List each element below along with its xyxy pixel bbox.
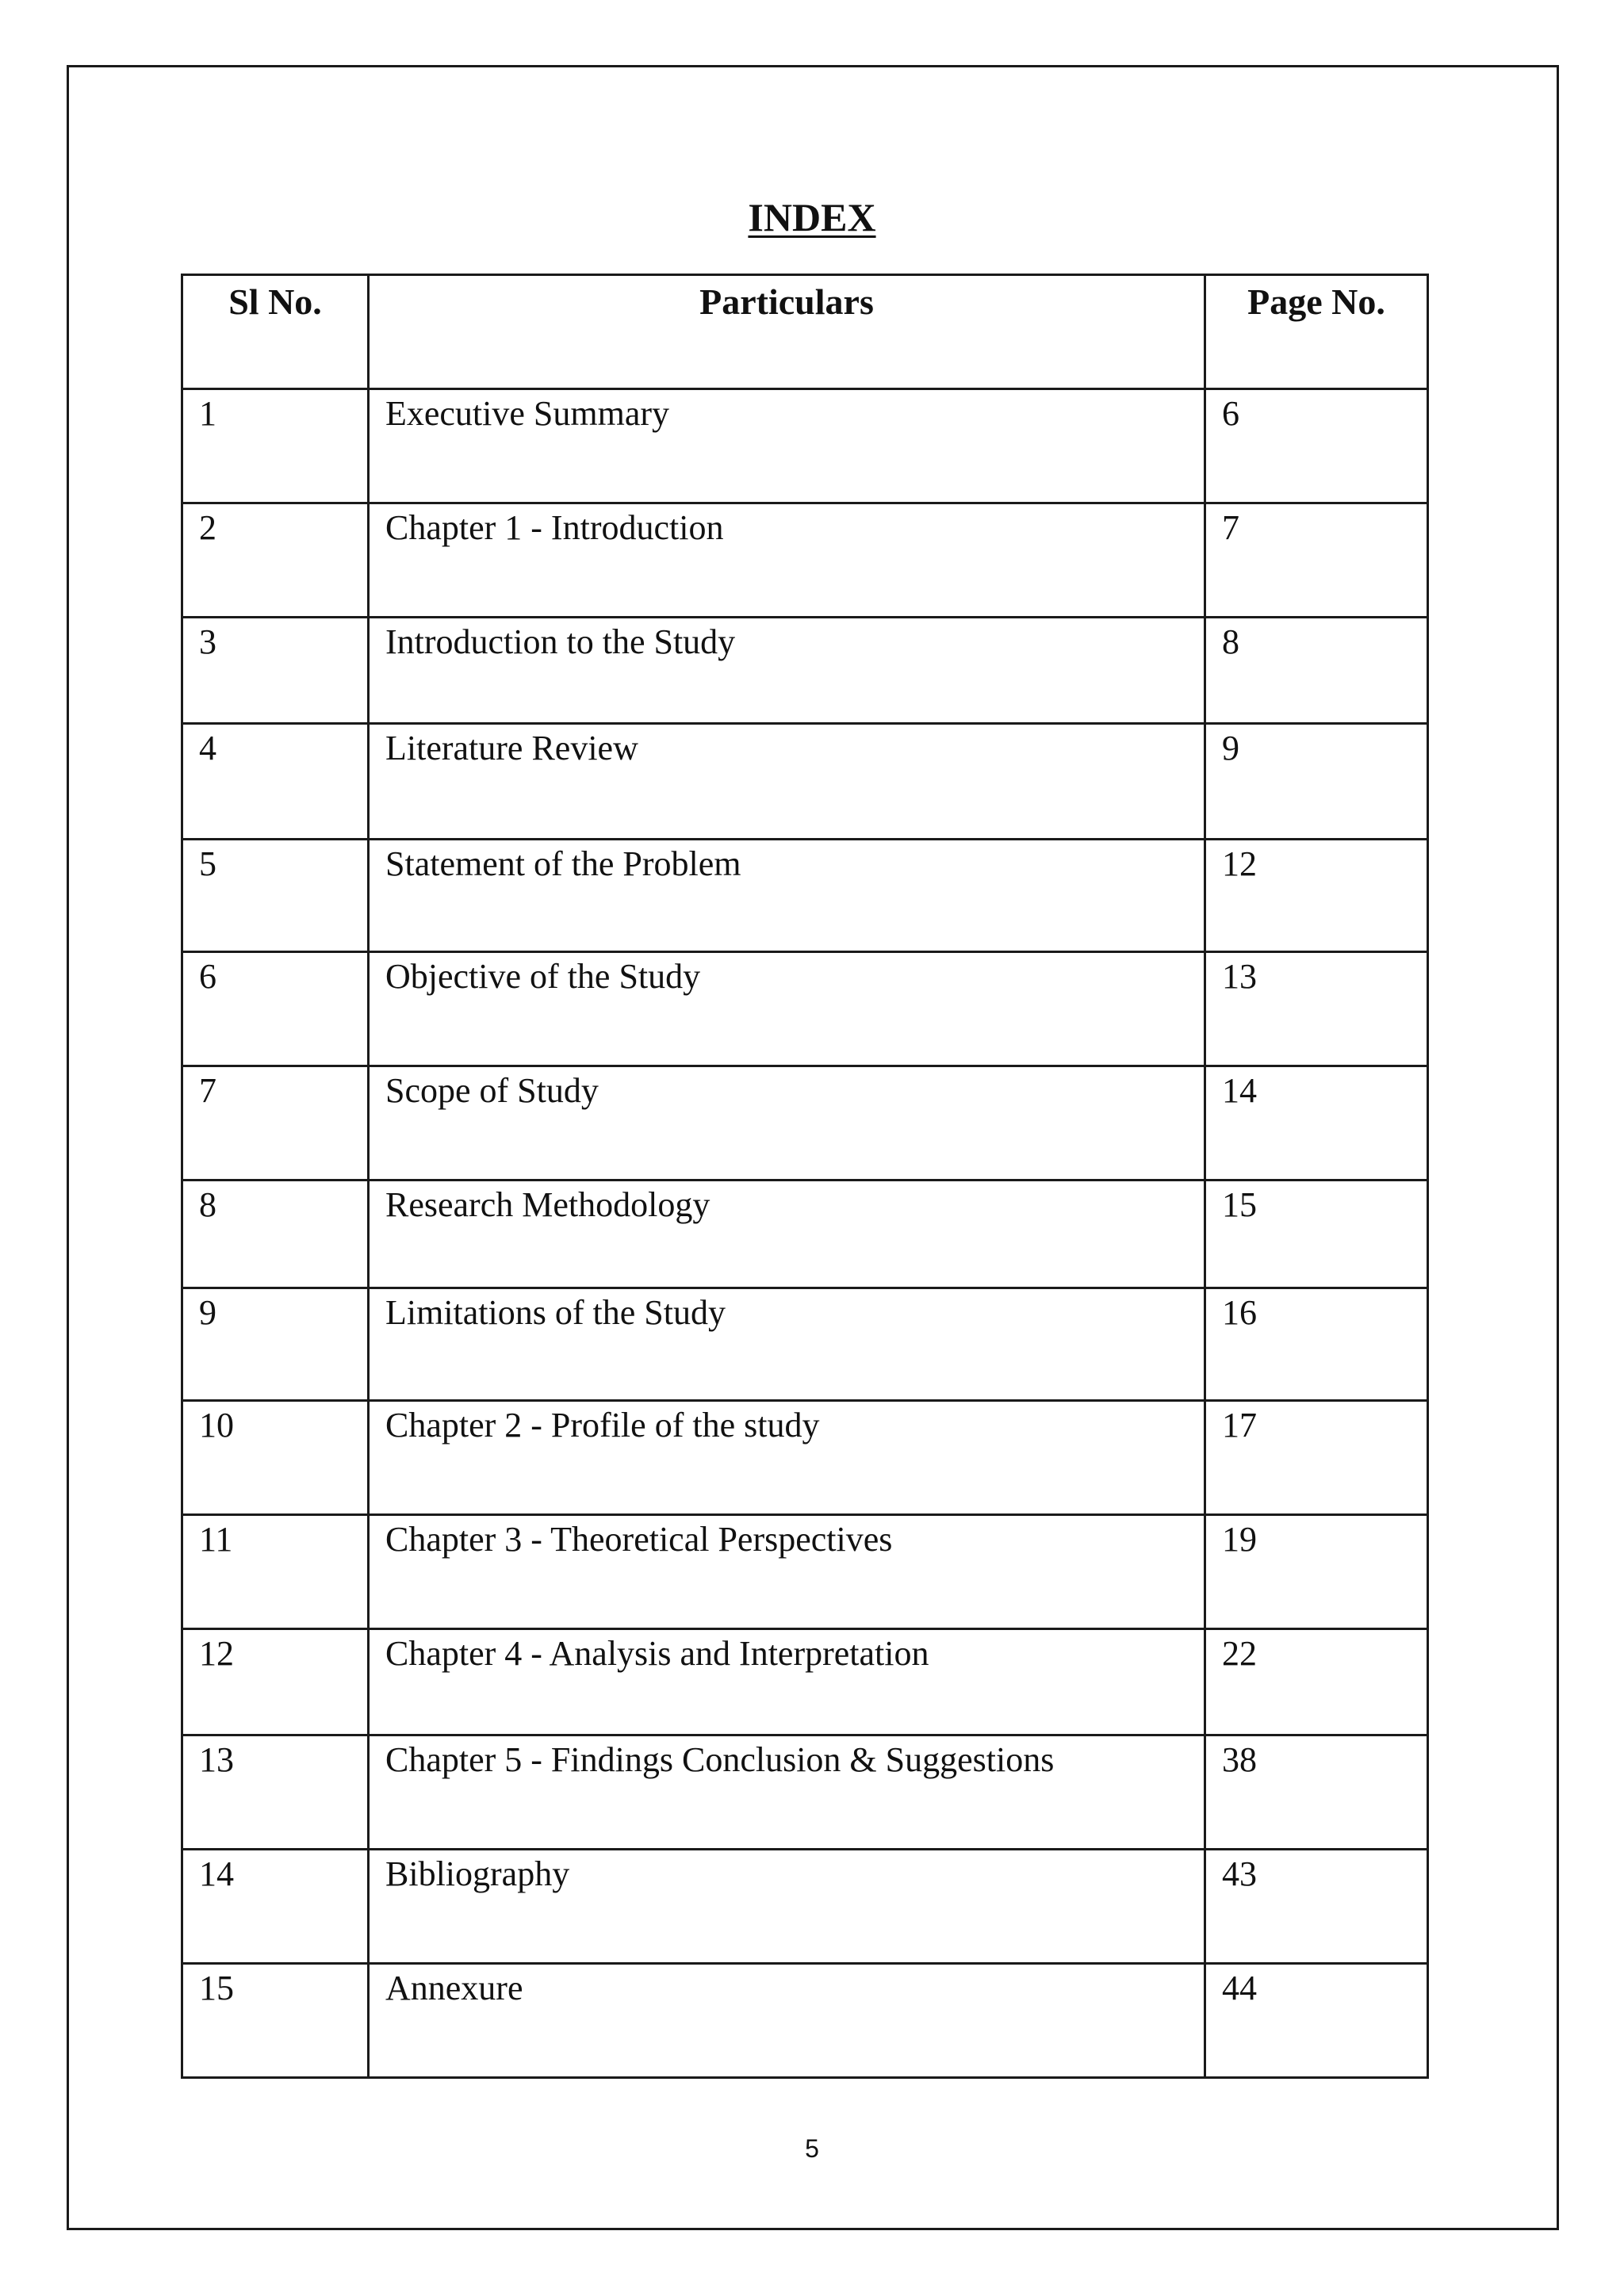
table-row bbox=[182, 1066, 1428, 1181]
row-sl-no: 14 bbox=[182, 1850, 369, 1964]
row-particulars: Chapter 3 - Theoretical Perspectives bbox=[369, 1515, 1205, 1629]
row-page-no: 16 bbox=[1205, 1288, 1428, 1401]
row-sl-no: 7 bbox=[182, 1066, 369, 1181]
row-page-no: 19 bbox=[1205, 1515, 1428, 1629]
row-particulars: Introduction to the Study bbox=[369, 618, 1205, 724]
row-sl-no: 4 bbox=[182, 724, 369, 840]
table-row bbox=[182, 1850, 1428, 1964]
page-title-text: INDEX bbox=[748, 195, 876, 239]
table-row bbox=[182, 1401, 1428, 1515]
header-particulars: Particulars bbox=[369, 275, 1205, 389]
row-sl-no: 2 bbox=[182, 503, 369, 618]
table-body bbox=[182, 389, 1428, 2078]
row-particulars: Chapter 1 - Introduction bbox=[369, 503, 1205, 618]
row-sl-no: 13 bbox=[182, 1735, 369, 1850]
row-particulars: Scope of Study bbox=[369, 1066, 1205, 1181]
row-particulars: Limitations of the Study bbox=[369, 1288, 1205, 1401]
table-row bbox=[182, 952, 1428, 1066]
row-page-no: 44 bbox=[1205, 1964, 1428, 2078]
page-title bbox=[0, 193, 1624, 241]
table-row bbox=[182, 1515, 1428, 1629]
table-row bbox=[182, 503, 1428, 618]
row-page-no: 13 bbox=[1205, 952, 1428, 1066]
header-sl-no: Sl No. bbox=[182, 275, 369, 389]
table-row bbox=[182, 1629, 1428, 1735]
row-page-no: 14 bbox=[1205, 1066, 1428, 1181]
row-page-no: 38 bbox=[1205, 1735, 1428, 1850]
row-particulars: Chapter 4 - Analysis and Interpretation bbox=[369, 1629, 1205, 1735]
row-particulars: Statement of the Problem bbox=[369, 840, 1205, 952]
table-row bbox=[182, 840, 1428, 952]
row-sl-no: 9 bbox=[182, 1288, 369, 1401]
index-table bbox=[181, 274, 1429, 2079]
row-page-no: 22 bbox=[1205, 1629, 1428, 1735]
row-sl-no: 5 bbox=[182, 840, 369, 952]
row-sl-no: 10 bbox=[182, 1401, 369, 1515]
row-page-no: 17 bbox=[1205, 1401, 1428, 1515]
header-page-no: Page No. bbox=[1205, 275, 1428, 389]
table-row bbox=[182, 389, 1428, 503]
row-page-no: 7 bbox=[1205, 503, 1428, 618]
row-particulars: Annexure bbox=[369, 1964, 1205, 2078]
table-row bbox=[182, 724, 1428, 840]
row-page-no: 15 bbox=[1205, 1181, 1428, 1288]
row-particulars: Research Methodology bbox=[369, 1181, 1205, 1288]
row-particulars: Literature Review bbox=[369, 724, 1205, 840]
row-page-no: 12 bbox=[1205, 840, 1428, 952]
row-page-no: 8 bbox=[1205, 618, 1428, 724]
row-sl-no: 3 bbox=[182, 618, 369, 724]
row-particulars: Objective of the Study bbox=[369, 952, 1205, 1066]
row-particulars: Chapter 5 - Findings Conclusion & Suggestions bbox=[369, 1735, 1205, 1850]
table-row bbox=[182, 1964, 1428, 2078]
table-row bbox=[182, 1288, 1428, 1401]
row-sl-no: 12 bbox=[182, 1629, 369, 1735]
row-sl-no: 11 bbox=[182, 1515, 369, 1629]
row-particulars: Executive Summary bbox=[369, 389, 1205, 503]
row-sl-no: 6 bbox=[182, 952, 369, 1066]
table-row bbox=[182, 1181, 1428, 1288]
table-row bbox=[182, 1735, 1428, 1850]
row-particulars: Chapter 2 - Profile of the study bbox=[369, 1401, 1205, 1515]
row-particulars: Bibliography bbox=[369, 1850, 1205, 1964]
row-sl-no: 8 bbox=[182, 1181, 369, 1288]
row-page-no: 9 bbox=[1205, 724, 1428, 840]
table-row bbox=[182, 618, 1428, 724]
row-page-no: 6 bbox=[1205, 389, 1428, 503]
row-sl-no: 15 bbox=[182, 1964, 369, 2078]
page-number: 5 bbox=[805, 2134, 819, 2163]
row-page-no: 43 bbox=[1205, 1850, 1428, 1964]
row-sl-no: 1 bbox=[182, 389, 369, 503]
table-header-row bbox=[182, 275, 1428, 389]
